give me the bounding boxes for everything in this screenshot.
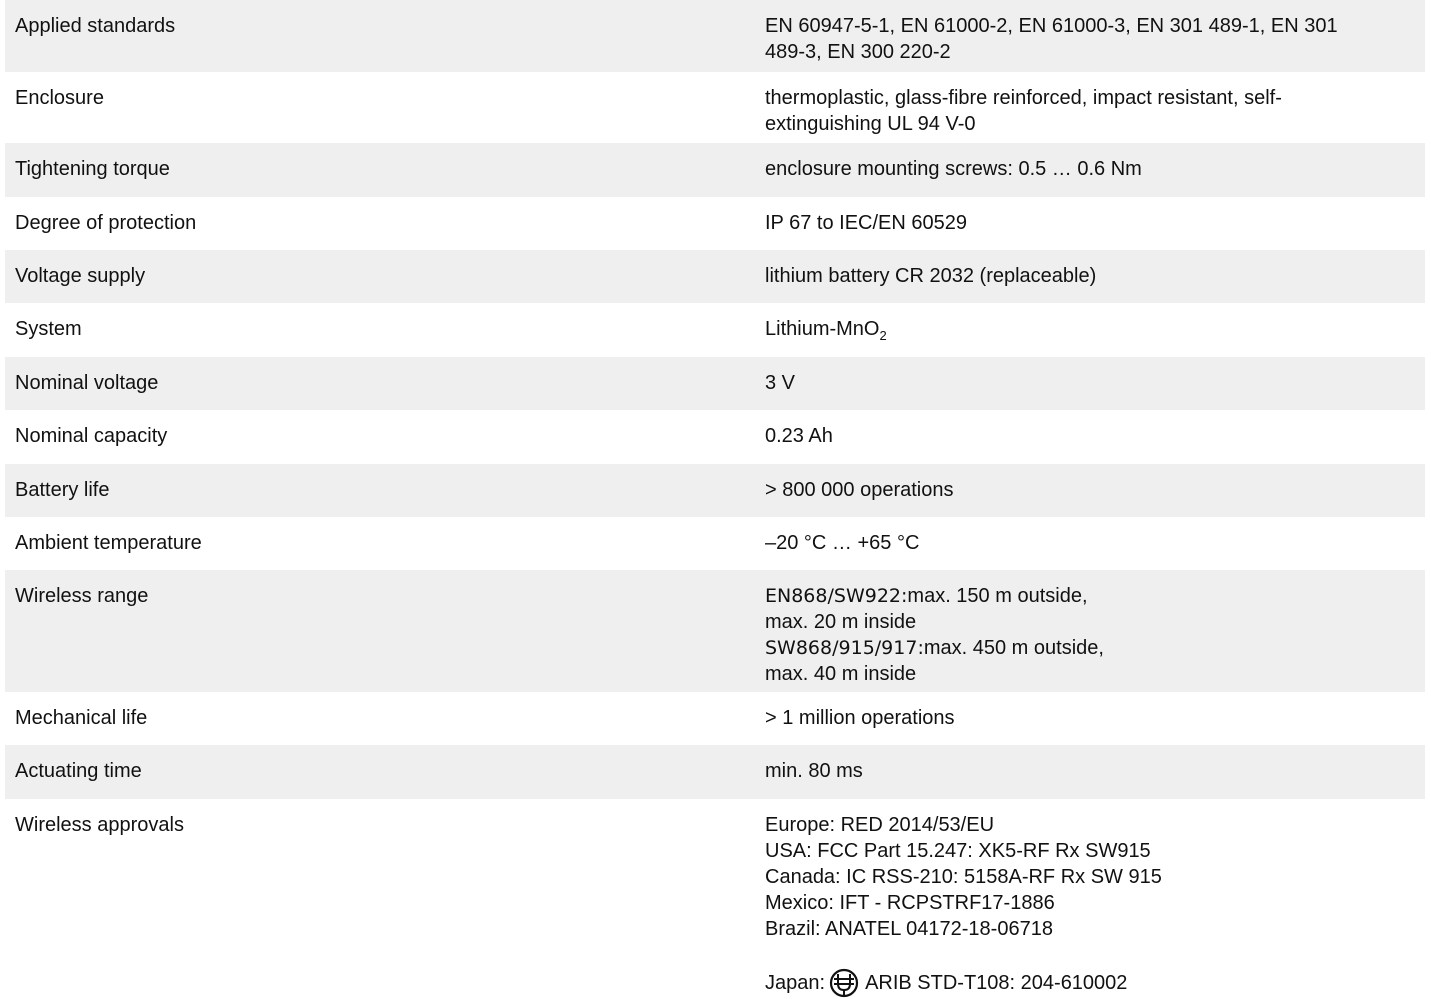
spec-label: Ambient temperature (15, 532, 202, 554)
approval-line-japan (765, 968, 1415, 998)
value-line: thermoplastic, glass-fibre reinforced, impact resistant, self- (765, 87, 1282, 109)
spec-row-nominal-voltage (5, 357, 1425, 410)
spec-table (5, 0, 1425, 998)
spec-row-mechanical-life (5, 692, 1425, 745)
spec-label: Nominal capacity (15, 425, 168, 447)
value-line: extinguishing UL 94 V-0 (765, 113, 976, 135)
spec-row-wireless-range (5, 570, 1425, 692)
range-prefix: EN868/SW922: (765, 585, 908, 607)
spec-value (765, 316, 1415, 342)
spec-label: Mechanical life (15, 707, 148, 729)
range-line (765, 583, 1415, 609)
spec-label: System (15, 318, 82, 340)
spec-value (765, 85, 1415, 137)
approval-line: USA: FCC Part 15.247: XK5-RF Rx SW915 (765, 840, 1151, 862)
japan-prefix: Japan: (765, 972, 826, 994)
spec-label: Degree of protection (15, 212, 197, 234)
spec-label: Applied standards (15, 15, 176, 37)
value-line: EN 60947-5-1, EN 61000-2, EN 61000-3, EN 301 489-1, EN 301 (765, 15, 1338, 37)
system-value: Lithium-MnO (765, 318, 880, 340)
spec-row-battery-life (5, 464, 1425, 517)
approval-line: Canada: IC RSS-210: 5158A-RF Rx SW 915 (765, 866, 1162, 888)
spec-row-tightening-torque (5, 143, 1425, 197)
spec-row-applied-standards (5, 0, 1425, 72)
spec-value: 3 V (765, 372, 796, 394)
spec-row-system (5, 303, 1425, 357)
spec-value (765, 812, 1415, 998)
range-cont: max. 20 m inside (765, 611, 917, 633)
spec-row-nominal-capacity (5, 410, 1425, 464)
range-text: max. 450 m outside, (923, 637, 1104, 659)
spec-value: > 800 000 operations (765, 479, 954, 501)
telec-mark-icon (829, 968, 859, 998)
spec-label: Battery life (15, 479, 110, 501)
spec-value (765, 13, 1415, 65)
spec-label: Voltage supply (15, 265, 146, 287)
spec-value: enclosure mounting screws: 0.5 … 0.6 Nm (765, 158, 1142, 180)
range-line (765, 635, 1415, 661)
spec-row-degree-of-protection (5, 197, 1425, 250)
spec-label: Wireless approvals (15, 814, 184, 836)
spec-row-ambient-temperature (5, 517, 1425, 570)
spec-row-wireless-approvals (5, 799, 1425, 998)
spec-value: 0.23 Ah (765, 425, 833, 447)
range-cont: max. 40 m inside (765, 663, 917, 685)
range-text: max. 150 m outside, (907, 585, 1088, 607)
spec-label: Nominal voltage (15, 372, 159, 394)
spacer (765, 942, 1415, 968)
value-line: 489-3, EN 300 220-2 (765, 41, 951, 63)
spec-value: > 1 million operations (765, 707, 955, 729)
spec-label: Tightening torque (15, 158, 170, 180)
spec-value: lithium battery CR 2032 (replaceable) (765, 265, 1097, 287)
range-prefix: SW868/915/917: (765, 637, 924, 659)
japan-text: ARIB STD-T108: 204-610002 (865, 972, 1128, 994)
approval-line: Europe: RED 2014/53/EU (765, 814, 995, 836)
approval-line: Brazil: ANATEL 04172-18-06718 (765, 918, 1053, 940)
spec-label: Actuating time (15, 760, 142, 782)
spec-value: –20 °C … +65 °C (765, 532, 920, 554)
spec-value: IP 67 to IEC/EN 60529 (765, 212, 967, 234)
approval-line: Mexico: IFT - RCPSTRF17-1886 (765, 892, 1055, 914)
spec-value: min. 80 ms (765, 760, 863, 782)
spec-label: Enclosure (15, 87, 104, 109)
subscript-2: 2 (879, 328, 887, 343)
spec-value (765, 583, 1415, 687)
spec-row-enclosure (5, 72, 1425, 143)
spec-row-voltage-supply (5, 250, 1425, 303)
spec-label: Wireless range (15, 585, 149, 607)
spec-row-actuating-time (5, 745, 1425, 799)
